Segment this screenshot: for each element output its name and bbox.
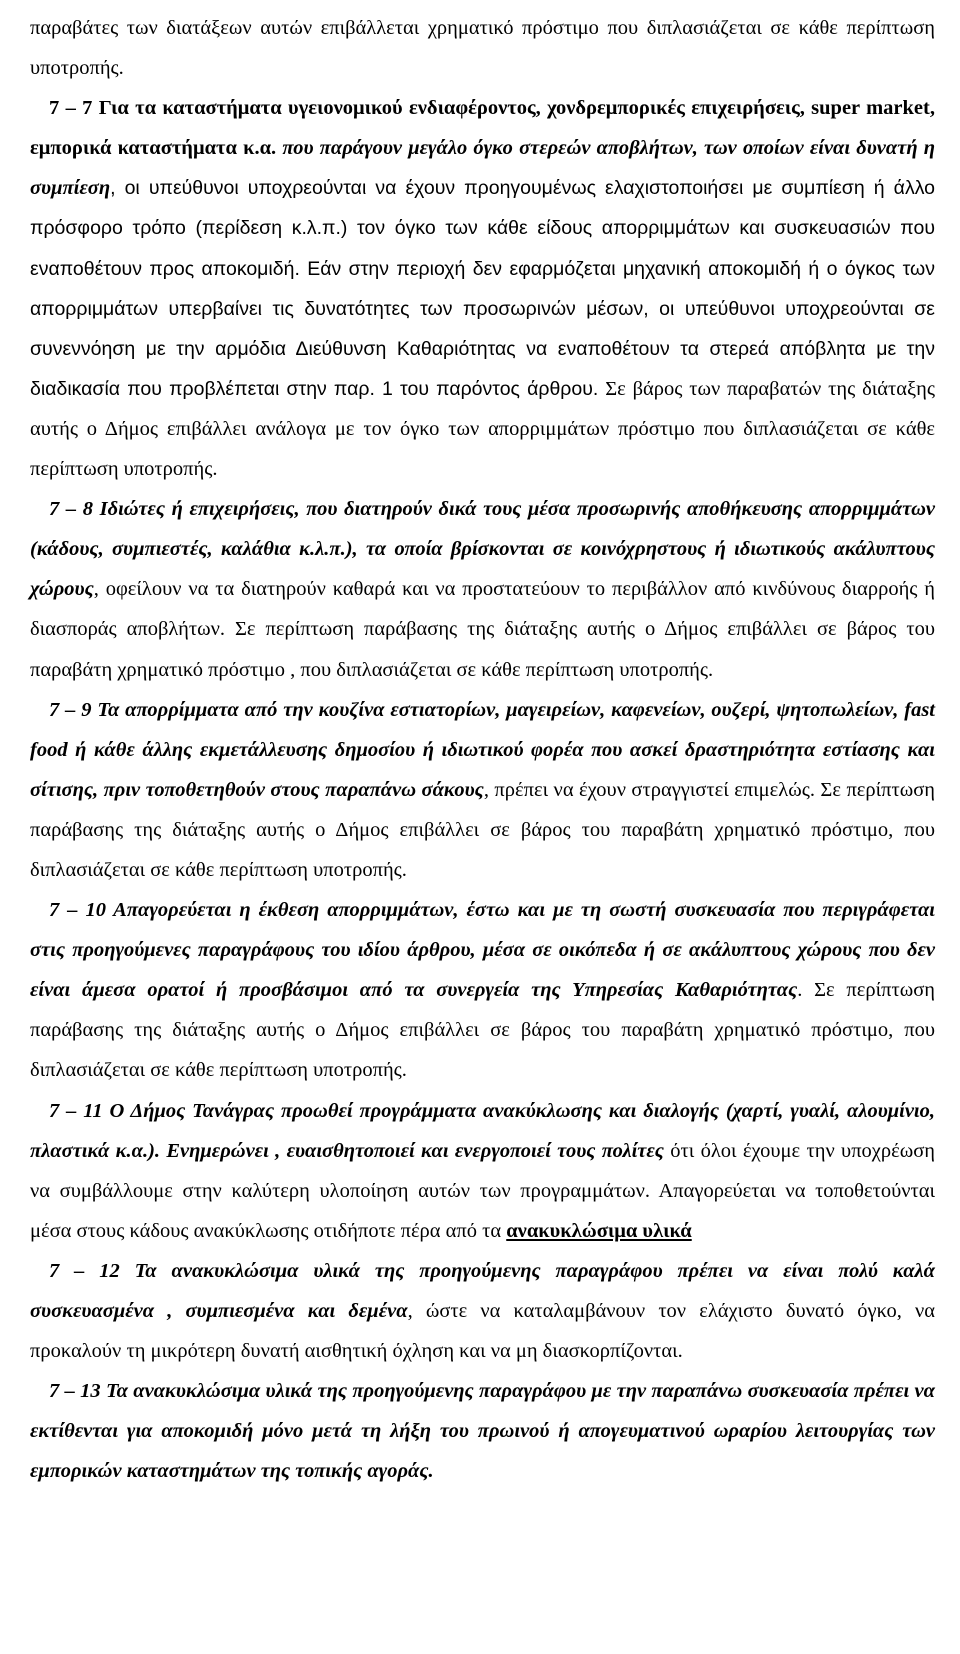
- paragraph-heading: 7 – 9 Τα απορρίμματα από την κουζίνα εστιατορίων, μαγειρείων, καφενείων, ουζερί, ψητοπωλείων, fast food ή κάθε άλλης εκμετάλλευσης δημοσίου ή ιδιωτικού φορέα που ασκεί δραστηριότητα εστίασης και σίτισης, πριν τοποθετηθούν στους παραπάνω σάκους: [30, 698, 935, 801]
- paragraph-heading: 7 – 7 Για τα καταστήματα υγειονομικού ενδιαφέροντος, χονδρεμπορικές επιχειρήσεις, super market, εμπορικά καταστήματα κ.α.: [30, 97, 935, 160]
- paragraph-text: . Σε περίπτωση παράβασης της διάταξης αυτής ο Δήμος επιβάλλει σε βάρος του παραβάτη χρηματικό πρόστιμο, που διπλασιάζεται σε κάθε περίπτωση υποτροπής.: [30, 979, 935, 1082]
- paragraph-text: Εάν στην περιοχή δεν εφαρμόζεται μηχανική αποκομιδή ή ο όγκος των απορριμμάτων υπερβαίνει τις δυνατότητες των προσωρινών μέσων, οι υπεύθυνοι υποχρεούνται σε συνεννόηση με την αρμόδια Διεύθυνση Καθαριότητας να εναποθέτουν τα στερεά απόβλητα με την διαδικασία που προβλέπεται στην παρ. 1 του παρόντος άρθρου.: [30, 257, 935, 400]
- paragraph-heading: 7 – 13 Τα ανακυκλώσιμα υλικά της προηγούμενης παραγράφου με την παραπάνω συσκευασία πρέπει να εκτίθενται για αποκομιδή μόνο μετά τη λήξη του πρωινού ή απογευματινού ωραρίου λειτουργίας των εμπορικών καταστημάτων της τοπικής αγοράς.: [30, 1380, 935, 1483]
- underlined-term: ανακυκλώσιμα υλικά: [506, 1219, 692, 1242]
- paragraph-heading: 7 – 12 Τα ανακυκλώσιμα υλικά της προηγούμενης παραγράφου πρέπει να είναι πολύ καλά συσκευασμένα , συμπιεσμένα και δεμένα: [30, 1259, 935, 1322]
- paragraph-7-10: [30, 890, 935, 1090]
- paragraph-heading: 7 – 8 Ιδιώτες ή επιχειρήσεις, που διατηρούν δικά τους μέσα προσωρινής αποθήκευσης απορριμμάτων (κάδους, συμπιεστές, καλάθια κ.λ.π.), τα οποία βρίσκονται σε κοινόχρηστους ή ιδιωτικούς ακάλυπτους χώρους: [30, 498, 935, 601]
- paragraph-text: παραβάτες των διατάξεων αυτών επιβάλλεται χρηματικό πρόστιμο που διπλασιάζεται σε κάθε περίπτωση υποτροπής.: [30, 17, 935, 80]
- paragraph-text: Σε βάρος των παραβατών της διάταξης αυτής ο Δήμος επιβάλλει ανάλογα με τον όγκο των απορριμμάτων πρόστιμο που διπλασιάζεται σε κάθε περίπτωση υποτροπής.: [30, 377, 935, 481]
- paragraph-text: , οι υπεύθυνοι υποχρεούνται να έχουν προηγουμένως ελαχιστοποιήσει με συμπίεση ή άλλο πρόσφορο τρόπο (περίδεση κ.λ.π.) τον όγκο των κάθε είδους απορριμμάτων και συσκευασιών που εναποθέτουν προς αποκομιδή.: [30, 177, 935, 280]
- paragraph-7-7: [30, 88, 935, 489]
- paragraph-text: , πρέπει να έχουν στραγγιστεί επιμελώς. Σε περίπτωση παράβασης της διάταξης αυτής ο Δήμος επιβάλλει σε βάρος του παραβάτη χρηματικό πρόστιμο, που διπλασιάζεται σε κάθε περίπτωση υποτροπής.: [30, 778, 936, 881]
- paragraph-heading: 7 – 11 Ο Δήμος Τανάγρας προωθεί προγράμματα ανακύκλωσης και διαλογής (χαρτί, γυαλί, αλουμίνιο, πλαστικά κ.α.). Ενημερώνει , ευαισθητοποιεί και ενεργοποιεί τους πολίτες: [30, 1099, 935, 1162]
- paragraph-7-9: [30, 690, 935, 890]
- paragraph-7-8: [30, 489, 935, 689]
- paragraph-penalty-continuation: [30, 8, 935, 88]
- paragraph-emphasis: που παράγουν μεγάλο όγκο στερεών αποβλήτων, των οποίων είναι δυνατή η συμπίεση: [30, 137, 936, 200]
- paragraph-7-12: [30, 1251, 935, 1371]
- paragraph-7-13: [30, 1371, 935, 1491]
- paragraph-text: , ώστε να καταλαμβάνουν τον ελάχιστο δυνατό όγκο, να προκαλούν τη μικρότερη δυνατή αισθητική όχληση και να μη διασκορπίζονται.: [30, 1300, 935, 1363]
- paragraph-7-11: [30, 1091, 935, 1251]
- paragraph-text: , οφείλουν να τα διατηρούν καθαρά και να προστατεύουν το περιβάλλον από κινδύνους διαρροής ή διασποράς αποβλήτων. Σε περίπτωση παράβασης της διάταξης αυτής ο Δήμος επιβάλλει σε βάρος του παραβάτη χρηματικό πρόστιμο , που διπλασιάζεται σε κάθε περίπτωση υποτροπής.: [30, 578, 935, 681]
- paragraph-heading: 7 – 10 Απαγορεύεται η έκθεση απορριμμάτων, έστω και με τη σωστή συσκευασία που περιγράφεται στις προηγούμενες παραγράφους του ιδίου άρθρου, μέσα σε οικόπεδα ή σε ακάλυπτους χώρους που δεν είναι άμεσα ορατοί ή προσβάσιμοι από τα συνεργεία της Υπηρεσίας Καθαριότητας: [30, 899, 935, 1002]
- paragraph-text: ότι όλοι έχουμε την υποχρέωση να συμβάλλουμε στην καλύτερη υλοποίηση αυτών των προγραμμάτων. Απαγορεύεται να τοποθετούνται μέσα στους κάδους ανακύκλωσης οτιδήποτε πέρα από τα: [30, 1139, 935, 1242]
